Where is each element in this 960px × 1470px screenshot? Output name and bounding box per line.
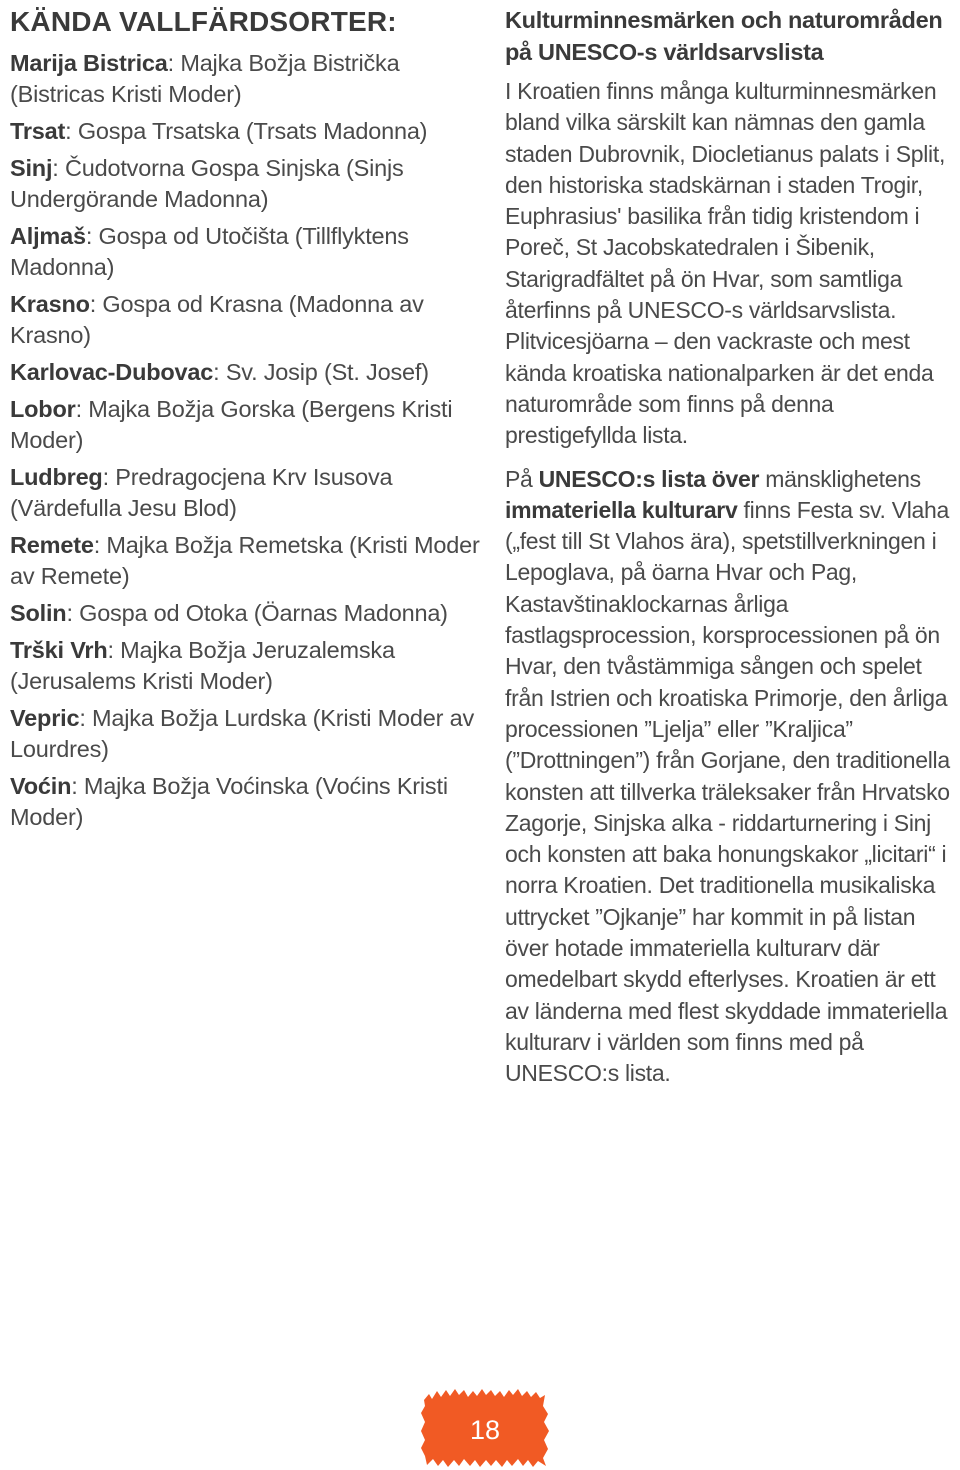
place-name: Ludbreg	[10, 464, 103, 490]
pilgrimage-column	[10, 4, 488, 839]
pilgrimage-entry	[10, 357, 488, 388]
place-name: Aljmaš	[10, 223, 86, 249]
place-name: Trški Vrh	[10, 637, 108, 663]
place-name: Sinj	[10, 155, 53, 181]
place-description: : Gospa od Krasna (Madonna av Krasno)	[10, 291, 424, 348]
place-name: Karlovac-Dubovac	[10, 359, 214, 385]
place-description: : Gospa Trsatska (Trsats Madonna)	[65, 118, 428, 144]
place-name: Solin	[10, 600, 67, 626]
place-name: Voćin	[10, 773, 72, 799]
pilgrimage-entry	[10, 598, 488, 629]
place-description: : Majka Božja Lurdska (Kristi Moder av Lourdres)	[10, 705, 475, 762]
pilgrimage-entry	[10, 289, 488, 351]
pilgrimage-entry	[10, 462, 488, 524]
pilgrimage-entry	[10, 703, 488, 765]
pilgrimage-heading: KÄNDA VALLFÄRDSORTER:	[10, 6, 397, 37]
pilgrimage-entry	[10, 116, 488, 147]
pilgrimage-entry	[10, 771, 488, 833]
pilgrimage-entry	[10, 48, 488, 110]
unesco-heading: Kulturminnesmärken och naturområden på UNESCO-s världsarvslista	[505, 7, 943, 65]
place-description: : Majka Božja Remetska (Kristi Moder av Remete)	[10, 532, 480, 589]
paragraph-emphasis: immateriella kulturarv	[505, 496, 738, 523]
place-description: : Gospa od Otoka (Öarnas Madonna)	[66, 600, 448, 626]
place-name: Lobor	[10, 396, 76, 422]
place-description: : Majka Božja Bistrička (Bistricas Kristi Moder)	[10, 50, 400, 107]
pilgrimage-entry	[10, 221, 488, 283]
pilgrimage-entry	[10, 394, 488, 456]
place-description: : Majka Božja Voćinska (Voćins Kristi Moder)	[10, 773, 448, 830]
place-description: : Sv. Josip (St. Josef)	[213, 359, 429, 385]
place-description: : Majka Božja Jeruzalemska (Jerusalems Kristi Moder)	[10, 637, 395, 694]
place-name: Trsat	[10, 118, 66, 144]
paragraph-text: finns Festa sv. Vlaha („fest till St Vlahos ära), spetstillverkningen i Lepoglava, på öarna Hvar och Pag, Kastavštinaklockarnas årliga fastlagsprocession, korsprocessionen på ön Hvar, den tvåstämmiga sången och spelet från Istrien och kroatiska Primorje, den årliga processionen ”Ljelja” eller ”Kraljica” (”Drottningen”) från Gorjane, den traditionella konsten att tillverka träleksaker från Hrvatsko Zagorje, Sinjska alka - riddarturnering i Sinj och konsten att baka honungskakor „licitari“ i norra Kroatien. Det traditionella musikaliska uttrycket ”Ojkanje” har kommit in på listan över hotade immateriella kulturarv där omedelbart skydd efterlyses. Kroatien är ett av länderna med flest skyddade immateriella kulturarv i världen som finns med på UNESCO:s lista.	[505, 496, 950, 1087]
unesco-heritage-paragraph: I Kroatien finns många kulturminnesmärken bland vilka särskilt kan nämnas den gamla staden Dubrovnik, Diocletianus palats i Split, den historiska stadskärnan i staden Trogir, Euphrasius' basilika från tidig kristendom i Poreč, St Jacobskatedralen i Šibenik, Starigradfältet på ön Hvar, som samtliga återfinns på UNESCO-s världsarvslista. Plitvicesjöarna – den vackraste och mest kända kroatiska nationalparken är det enda naturområde som finns på denna prestigefyllda lista.	[505, 78, 946, 449]
pilgrimage-entry	[10, 635, 488, 697]
pilgrimage-entry	[10, 530, 488, 592]
place-name: Krasno	[10, 291, 90, 317]
paragraph-emphasis: UNESCO:s lista över	[538, 465, 760, 492]
place-description: : Majka Božja Gorska (Bergens Kristi Moder)	[10, 396, 453, 453]
intangible-heritage-paragraph	[505, 464, 957, 1090]
place-description: : Čudotvorna Gospa Sinjska (Sinjs Undergörande Madonna)	[10, 155, 404, 212]
paragraph-text: mänsklighetens	[759, 465, 921, 492]
pilgrimage-entry	[10, 153, 488, 215]
page-number: 18	[469, 1415, 501, 1445]
page-number-badge	[420, 1388, 550, 1468]
place-description: : Gospa od Utočišta (Tillflyktens Madonna)	[10, 223, 409, 280]
paragraph-text: På	[505, 465, 539, 492]
place-name: Marija Bistrica	[10, 50, 168, 76]
pilgrimage-list	[10, 48, 488, 833]
place-name: Remete	[10, 532, 94, 558]
unesco-column	[505, 4, 957, 1102]
place-name: Vepric	[10, 705, 80, 731]
place-description: : Predragocjena Krv Isusova (Värdefulla Jesu Blod)	[10, 464, 393, 521]
